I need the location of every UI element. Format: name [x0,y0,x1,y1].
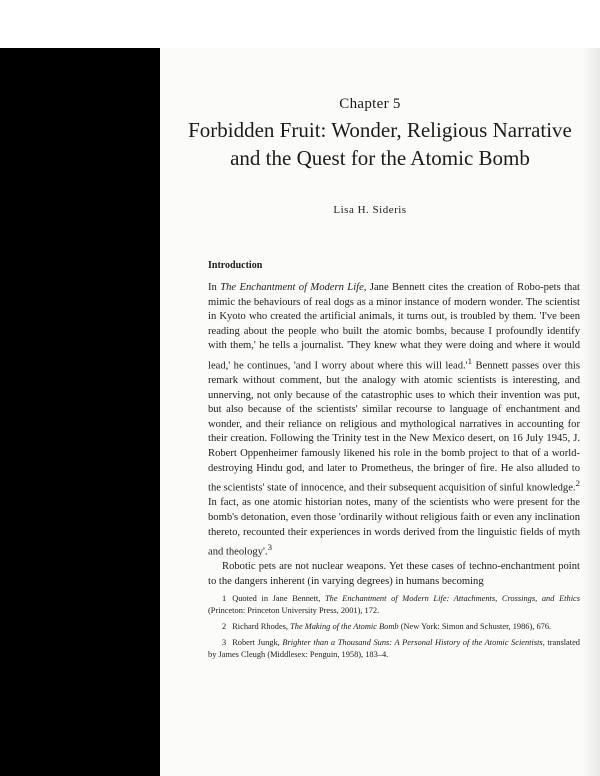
footnote-mark-2: 2 [575,478,580,489]
footnote-2 [208,621,580,633]
chapter-label: Chapter 5 [339,96,401,112]
footnote-mark-1: 1 [467,355,472,366]
footnote-text: , translated by James Cleugh (Middlesex: Penguin, 1958), 183–4. [208,638,580,659]
footnote-text: Robert Jungk, [232,638,283,647]
footnote-text: Richard Rhodes, [232,622,291,631]
p1-text-d: In fact, as one atomic historian notes, many of the scientists who were present for the bomb's detonation, even those 'ordinarily without religious faith or even any inclination thereto, recounted their experiences in words derived from the linguistic fields of myth and theology'. [208,497,580,558]
footnote-number: 3 [222,638,227,647]
p1-text-b: , Jane Bennett cites the creation of Robo-pets that mimic the behaviours of real dogs as a minor instance of modern wonder. The scientist in Kyoto who created the artificial animals, it turns out, is troubled by them. 'I've been reading about the people who built the atomic bombs, because I profoundly identify with them,' he tells a journalist. 'They knew what they were doing and where it would lead,' he continues, 'and I worry about where this will lead.' [208,282,580,372]
book-page [160,48,600,776]
section-heading: Introduction [208,260,263,271]
footnote-text: (Princeton: Princeton University Press, 2001), 172. [208,606,380,615]
footnote-title: Brighter than a Thousand Suns: A Personal History of the Atomic Scientists [282,638,543,647]
footnote-text: Quoted in Jane Bennett, [232,594,326,603]
footnote-title: The Enchantment of Modern Life: Attachments, Crossings, and Ethics [325,594,580,603]
body-text [208,281,580,589]
footnote-3 [208,637,580,661]
footnote-number: 1 [222,594,227,603]
chapter-author: Lisa H. Sideris [333,204,407,216]
footnote-1 [208,593,580,617]
page-gutter-shadow [582,48,600,776]
footnote-mark-3: 3 [267,542,272,553]
paragraph-2: Robotic pets are not nuclear weapons. Yet these cases of techno-enchantment point to the dangers inherent (in varying degrees) in humans becoming [208,561,580,587]
p1-book-title: The Enchantment of Modern Life [220,282,364,293]
p1-text-c: Bennett passes over this remark without comment, but the analogy with atomic scientists is interesting, and unnerving, not only because of the catastrophic uses to which their invention was put, but also because of the scientists' similar recourse to language of enchantment and wonder, and their reliance on religious and mythological narratives in accounting for their creation. Following the Trinity test in the New Mexico desert, on 16 July 1945, J. Robert Oppenheimer famously likened his role in the bomb project to that of a world-destroying Hindu god, and later to Prometheus, the bringer of fire. He also alluded to the scientists' state of innocence, and their subsequent acquisition of sinful knowledge. [208,360,580,494]
paragraph-1 [208,281,580,560]
chapter-title: Forbidden Fruit: Wonder, Religious Narrative and the Quest for the Atomic Bomb [188,118,572,170]
p1-text-a: In [208,282,221,293]
footnote-number: 2 [222,622,227,631]
footnote-text: (New York: Simon and Schuster, 1986), 676. [398,622,552,631]
footnote-title: The Making of the Atomic Bomb [290,622,399,631]
scan-top-margin [0,0,600,48]
footnotes [208,593,580,665]
